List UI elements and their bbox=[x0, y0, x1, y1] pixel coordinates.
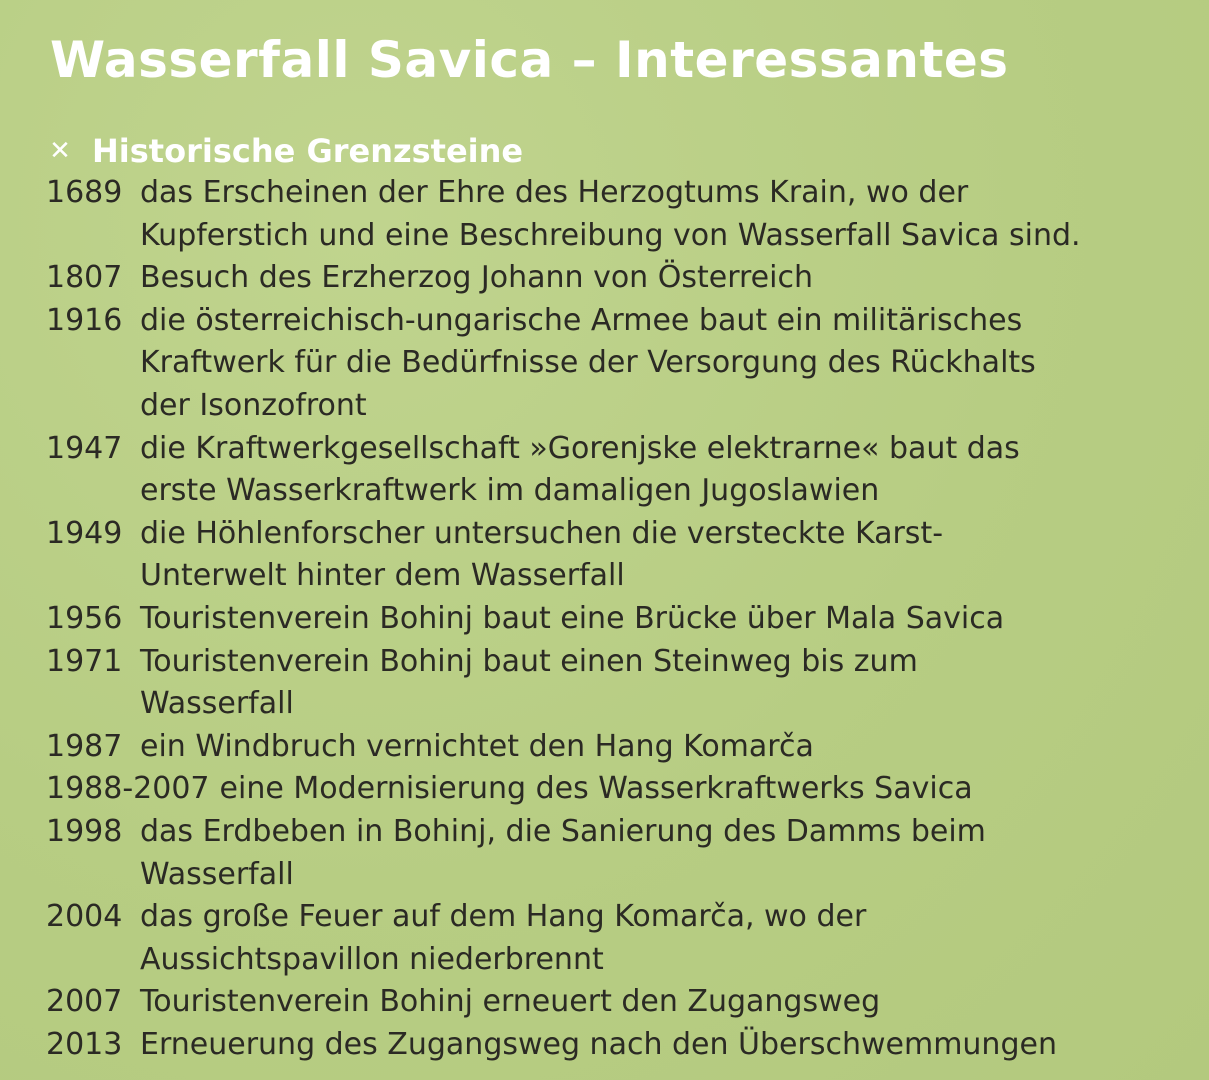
timeline-entry bbox=[46, 811, 1186, 896]
timeline-list bbox=[46, 172, 1186, 1066]
timeline-year: 1947 bbox=[46, 430, 123, 466]
timeline-text: die Höhlenforscher untersuchen die versteckte Karst- Unterwelt hinter dem Wasserfall bbox=[140, 515, 944, 594]
timeline-text: ein Windbruch vernichtet den Hang Komarča bbox=[140, 728, 814, 764]
section-heading bbox=[46, 129, 523, 173]
timeline-year: 1949 bbox=[46, 515, 123, 551]
section-heading-label: Historische Grenzsteine bbox=[92, 132, 524, 170]
timeline-entry bbox=[46, 257, 1186, 300]
timeline-year: 1807 bbox=[46, 260, 123, 296]
timeline-year: 1689 bbox=[46, 175, 123, 210]
timeline-year: 1998 bbox=[46, 813, 123, 849]
page-title: Wasserfall Savica – Interessantes bbox=[50, 31, 1009, 89]
timeline-text: eine Modernisierung des Wasserkraftwerks Savica bbox=[219, 771, 973, 807]
timeline-text: die österreichisch-ungarische Armee baut ein militärisches Kraftwerk für die Bedürfnisse der Versorgung des Rückhalts der Isonzofront bbox=[140, 302, 1036, 423]
timeline-entry bbox=[46, 513, 1186, 598]
timeline-text: Erneuerung des Zugangsweg nach den Überschwemmungen bbox=[140, 1026, 1057, 1062]
timeline-year: 1916 bbox=[46, 302, 123, 338]
timeline-year: 1956 bbox=[46, 600, 123, 636]
timeline-entry bbox=[46, 172, 1186, 257]
timeline-year: 2013 bbox=[46, 1026, 123, 1062]
timeline-entry bbox=[46, 1024, 1186, 1067]
timeline-entry bbox=[46, 598, 1186, 641]
timeline-entry bbox=[46, 981, 1186, 1024]
timeline-year: 1987 bbox=[46, 728, 123, 764]
timeline-entry bbox=[46, 428, 1186, 513]
timeline-text: Touristenverein Bohinj erneuert den Zugangsweg bbox=[140, 984, 881, 1020]
timeline-text: Touristenverein Bohinj baut eine Brücke über Mala Savica bbox=[140, 600, 1005, 636]
timeline-year: 1971 bbox=[46, 643, 123, 679]
x-bullet-icon: ✕ bbox=[49, 136, 71, 166]
timeline-year: 1988-2007 bbox=[46, 771, 210, 807]
timeline-text: das Erscheinen der Ehre des Herzogtums Krain, wo der Kupferstich und eine Beschreibung von Wasserfall Savica sind. bbox=[140, 175, 1081, 253]
timeline-entry bbox=[46, 726, 1186, 769]
timeline-year: 2007 bbox=[46, 984, 123, 1020]
timeline-text: das große Feuer auf dem Hang Komarča, wo der Aussichtspavillon niederbrennt bbox=[140, 899, 867, 977]
timeline-entry bbox=[46, 300, 1186, 428]
timeline-text: die Kraftwerkgesellschaft »Gorenjske elektrarne« baut das erste Wasserkraftwerk im damaligen Jugoslawien bbox=[140, 430, 1020, 509]
timeline-entry bbox=[46, 641, 1186, 726]
timeline-text: Touristenverein Bohinj baut einen Steinweg bis zum Wasserfall bbox=[140, 643, 918, 722]
timeline-entry bbox=[46, 896, 1186, 981]
timeline-text: Besuch des Erzherzog Johann von Österreich bbox=[140, 260, 813, 296]
timeline-text: das Erdbeben in Bohinj, die Sanierung des Damms beim Wasserfall bbox=[140, 813, 986, 892]
timeline-entry bbox=[46, 768, 1186, 811]
timeline-year: 2004 bbox=[46, 899, 123, 935]
